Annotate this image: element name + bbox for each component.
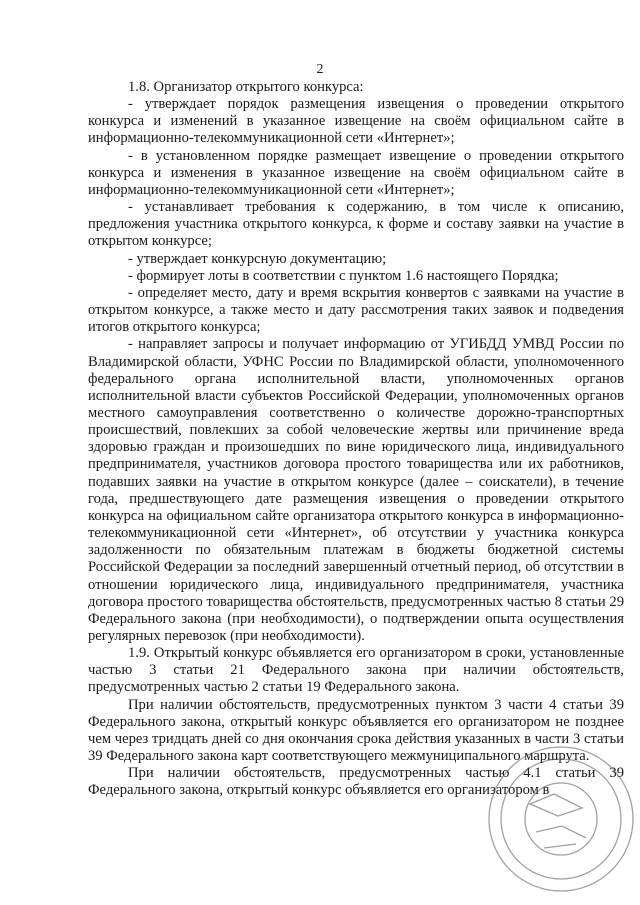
paragraph: - определяет место, дату и время вскрытия конвертов с заявками на участие в открытом конкурсе, а также место и дату рассмотрения таких заявок и подведения итогов открытого конкурса;	[88, 284, 624, 336]
official-seal-icon	[486, 744, 636, 894]
paragraph: - в установленном порядке размещает извещение о проведении открытого конкурса и изменения в указанное извещение на своём официальном сайте в информационно-телекоммуникационной сети «Интернет»;	[88, 147, 624, 198]
paragraph: - устанавливает требования к содержанию, в том числе к описанию, предложения участника открытого конкурса, к форме и составу заявки на участие в открытом конкурсе;	[88, 199, 624, 250]
paragraph: 1.9. Открытый конкурс объявляется его организатором в сроки, установленные частью 3 статьи 21 Федерального закона при наличии обстоятельств, предусмотренных частью 2 статьи 19 Федерального закона.	[88, 645, 624, 696]
paragraph: - формирует лоты в соответствии с пунктом 1.6 настоящего Порядка;	[128, 267, 559, 284]
paragraph: - утверждает порядок размещения извещения о проведении открытого конкурса и изменений в указанное извещение на своём официальном сайте в информационно-телекоммуникационной сети «Интернет»;	[88, 96, 624, 147]
document-body	[88, 79, 624, 800]
section-heading: 1.8. Организатор открытого конкурса:	[128, 79, 364, 95]
paragraph: При наличии обстоятельств, предусмотренных частью 4.1 статьи 39 Федерального закона, открытый конкурс объявляется его организатором в	[88, 765, 624, 799]
page-number: 2	[316, 62, 324, 77]
paragraph: При наличии обстоятельств, предусмотренных пунктом 3 части 4 статьи 39 Федерального закона, открытый конкурс объявляется его организатором не позднее чем через тридцать дней со дня окончания срока действия указанных в части 3 статьи 39 Федерального закона карт соответствующего межмуниципального маршрута.	[88, 696, 624, 765]
paragraph: - направляет запросы и получает информацию от УГИБДД УМВД России по Владимирской области, УФНС России по Владимирской области, уполномоченного федерального органа исполнительной власти, уполномоченных органов исполнительной власти субъектов Российской Федерации, уполномоченных органов местного самоуправления соответственно о количестве дорожно-транспортных происшествий, повлекших за собой человеческие жертвы или причинение вреда здоровью граждан и произошедших по вине юридического лица, индивидуального предпринимателя, участников договора простого товарищества или их работников, подавших заявки на участие в открытом конкурсе (далее – соискатели), в течение года, предшествующего дате размещения извещения о проведении открытого конкурса на официальном сайте организатора открытого конкурса в информационно-телекоммуникационной сети «Интернет», об отсутствии у участника конкурса задолженности по обязательным платежам в бюджеты бюджетной системы Российской Федерации за последний завершенный отчетный период, об отсутствии в отношении юридического лица, индивидуального предпринимателя, участника договора простого товарищества обстоятельств, предусмотренных частью 8 статьи 29 Федерального закона (при необходимости), о подтверждении опыта осуществления регулярных перевозок (при необходимости).	[88, 336, 624, 644]
paragraph: - утверждает конкурсную документацию;	[128, 250, 387, 267]
